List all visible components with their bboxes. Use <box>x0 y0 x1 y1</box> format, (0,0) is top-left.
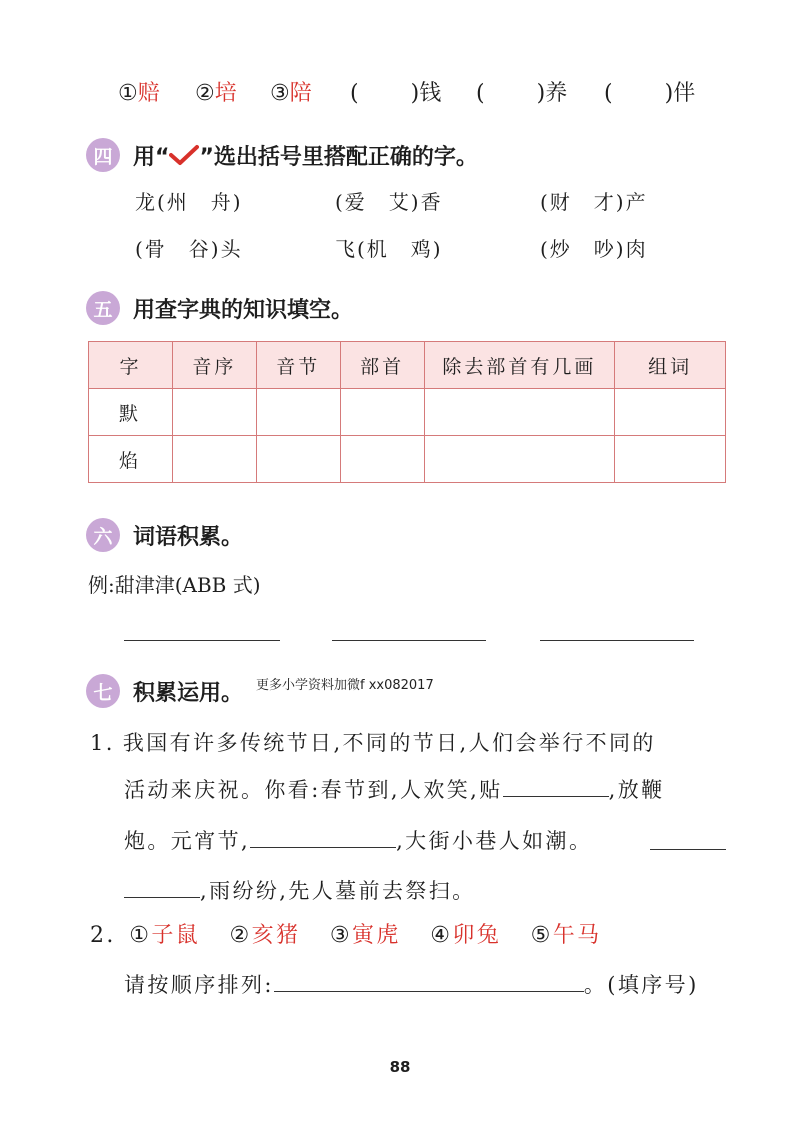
option-2: ②培 <box>195 81 237 106</box>
option-3: ③陪 <box>270 81 312 106</box>
q1-line-4: ,雨纷纷,先人墓前去祭扫。 <box>124 875 476 905</box>
fill-blank[interactable] <box>503 778 609 797</box>
answer-cell[interactable] <box>172 389 256 436</box>
answer-cell[interactable] <box>340 389 424 436</box>
answer-cell[interactable] <box>172 436 256 483</box>
answer-line[interactable] <box>540 640 694 641</box>
char-cell: 默 <box>89 389 173 436</box>
section-badge-5: 五 <box>86 291 120 325</box>
char-cell: 焰 <box>89 436 173 483</box>
header-cell: 音节 <box>256 342 340 389</box>
question-number: 2. <box>90 923 116 948</box>
blank-paren-3[interactable]: ( )伴 <box>604 81 696 106</box>
fill-blank[interactable] <box>650 849 726 850</box>
section-title-5: 用查字典的知识填空。 <box>133 298 354 323</box>
header-cell: 音序 <box>172 342 256 389</box>
option-1: ①赔 <box>118 81 160 106</box>
question-number: 1. <box>90 731 115 755</box>
table-row <box>89 436 726 483</box>
answer-line[interactable] <box>124 640 280 641</box>
fill-blank[interactable] <box>124 879 200 898</box>
answer-cell[interactable] <box>256 389 340 436</box>
section-badge-4: 四 <box>86 138 120 172</box>
choice-item[interactable]: (爱 艾)香 <box>335 190 443 214</box>
choice-item[interactable]: (财 才)产 <box>540 190 648 214</box>
order-answer-blank[interactable] <box>274 973 584 992</box>
choice-item[interactable]: 龙(州 舟) <box>135 190 243 214</box>
header-cell: 组词 <box>615 342 726 389</box>
section-title-4: 用“ ”选出括号里搭配正确的字。 <box>133 145 478 170</box>
answer-cell[interactable] <box>615 436 726 483</box>
choice-item[interactable]: (骨 谷)头 <box>135 237 243 261</box>
blank-paren-1[interactable]: ( )钱 <box>350 81 442 106</box>
answer-cell[interactable] <box>615 389 726 436</box>
fill-blank[interactable] <box>250 829 396 848</box>
section-title-7: 积累运用。 <box>133 681 244 706</box>
red-check-icon <box>169 144 199 172</box>
answer-cell[interactable] <box>424 436 615 483</box>
table-row <box>89 389 726 436</box>
blank-paren-2[interactable]: ( )养 <box>476 81 568 106</box>
q1-line-2: 活动来庆祝。你看:春节到,人欢笑,贴 ,放鞭 <box>124 778 665 802</box>
header-cell: 除去部首有几画 <box>424 342 615 389</box>
answer-cell[interactable] <box>340 436 424 483</box>
watermark-text: 更多小学资料加微f xx082017 <box>256 678 434 693</box>
header-cell: 字 <box>89 342 173 389</box>
answer-cell[interactable] <box>256 436 340 483</box>
page-number: 88 <box>389 1058 411 1076</box>
section-title-6: 词语积累。 <box>133 525 244 550</box>
q2-line: 2. ①子鼠 ②亥猪 ③寅虎 ④卯兔 ⑤午马 <box>90 923 602 948</box>
q2-prompt-line: 请按顺序排列: 。(填序号) <box>124 973 699 997</box>
section-badge-6: 六 <box>86 518 120 552</box>
choice-item[interactable]: (炒 吵)肉 <box>540 237 648 261</box>
q1-line-1: 1. 我国有许多传统节日,不同的节日,人们会举行不同的 <box>90 731 656 755</box>
q1-line-3: 炮。元宵节, ,大街小巷人如潮。 <box>124 829 593 853</box>
dictionary-table <box>88 341 726 483</box>
header-cell: 部首 <box>340 342 424 389</box>
section-badge-7: 七 <box>86 674 120 708</box>
table-header-row <box>89 342 726 389</box>
answer-cell[interactable] <box>424 389 615 436</box>
example-text: 例:甜津津(ABB 式) <box>88 573 261 597</box>
choice-item[interactable]: 飞(机 鸡) <box>335 237 443 261</box>
answer-line[interactable] <box>332 640 486 641</box>
